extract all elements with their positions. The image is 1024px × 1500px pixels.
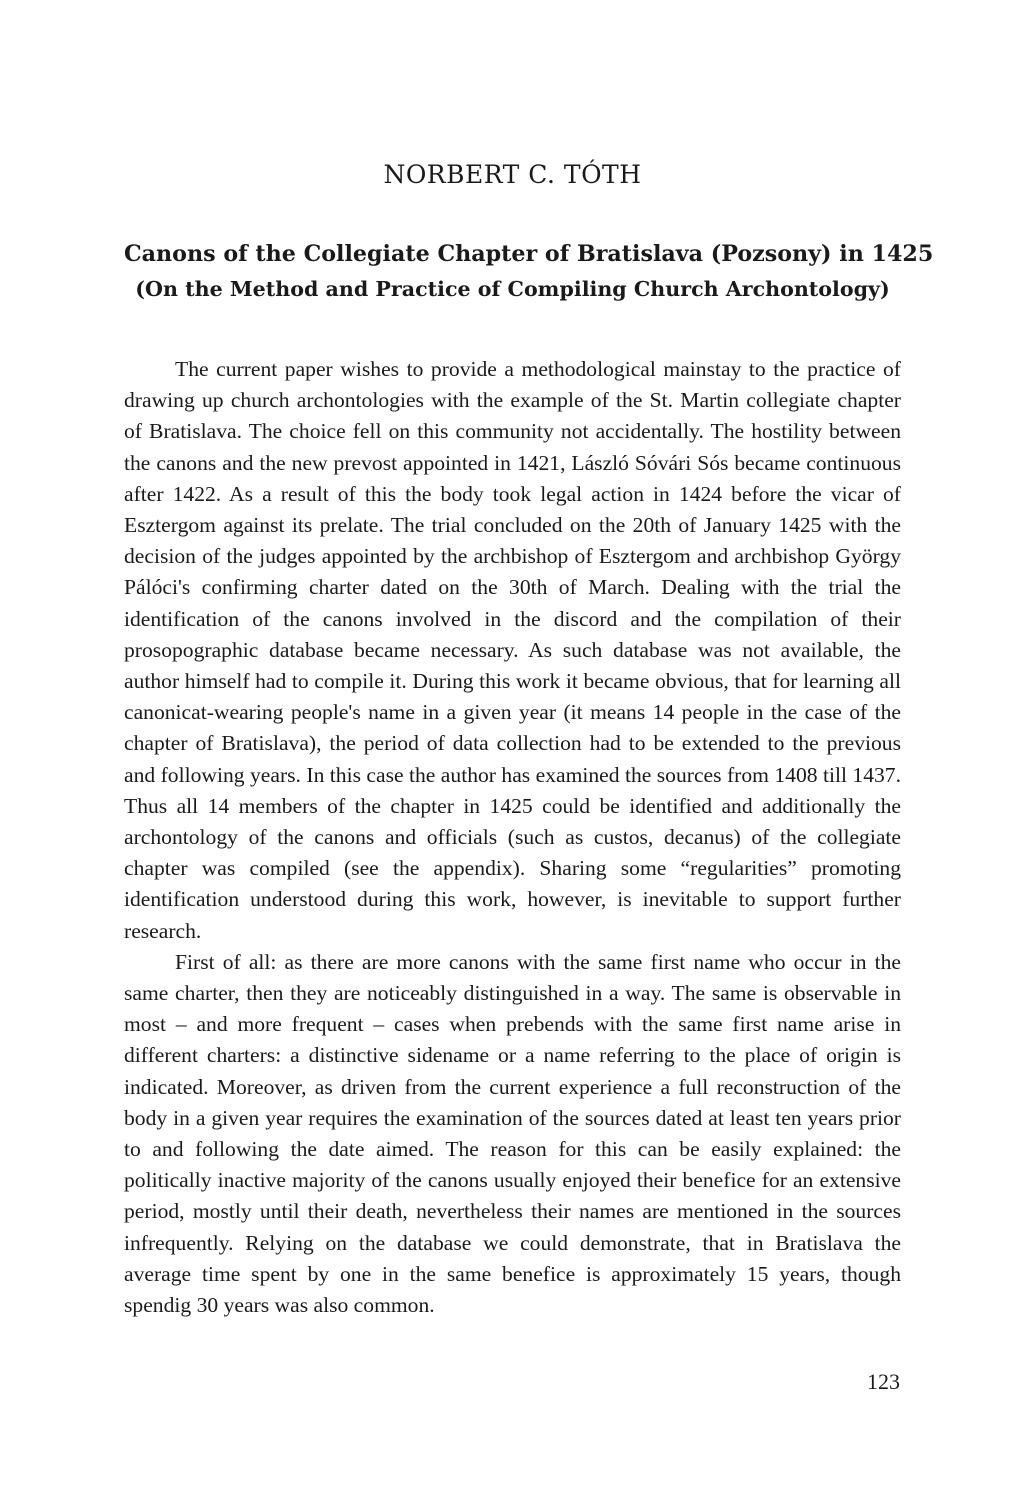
- paragraph-2: First of all: as there are more canons with the same first name who occur in the same charter, then they are noticeably distinguished in a way. The same is observable in most – and more frequent – cases when prebends with the same first name arise in different charters: a distinctive sidename or a name referring to the place of origin is indicated. Moreover, as driven from the current experience a full reconstruction of the body in a given year requires the examination of the sources dated at least ten years prior to and following the date aimed. The reason for this can be easily explained: the politically inactive majority of the canons usually enjoyed their benefice for an extensive period, mostly until their death, nevertheless their names are mentioned in the sources infrequently. Relying on the database we could demonstrate, that in Bratislava the average time spent by one in the same benefice is approximately 15 years, though spendig 30 years was also common.: [124, 949, 901, 1318]
- paragraph-1: The current paper wishes to provide a methodological mainstay to the practice of drawing up church archontologies with the example of the St. Martin collegiate chapter of Bratislava. The choice fell on this community not accidentally. The hostility between the canons and the new prevost appointed in 1421, László Sóvári Sós became continuous after 1422. As a result of this the body took legal action in 1424 before the vicar of Esztergom against its prelate. The trial concluded on the 20th of January 1425 with the decision of the judges appointed by the archbishop of Esztergom and archbishop György Pálóci's confirming charter dated on the 30th of March. Dealing with the trial the identification of the canons involved in the discord and the compilation of their prosopographic database became necessary. As such database was not available, the author himself had to compile it. During this work it became obvious, that for learning all canonicat-wearing people's name in a given year (it means 14 people in the case of the chapter of Bratislava), the period of data collection had to be extended to the previous and following years. In this case the author has examined the sources from 1408 till 1437. Thus all 14 members of the chapter in 1425 could be identified and additionally the archontology of the canons and officials (such as custos, decanus) of the collegiate chapter was compiled (see the appendix). Sharing some “regularities” promoting identification understood during this work, however, is inevitable to support further research.: [124, 357, 901, 943]
- author-name: NORBERT C. TÓTH: [383, 160, 642, 189]
- article-subtitle: (On the Method and Practice of Compiling Church Archontology): [135, 277, 890, 301]
- page-number: 123: [867, 1369, 900, 1394]
- article-title: Canons of the Collegiate Chapter of Bratislava (Pozsony) in 1425: [124, 241, 934, 267]
- article-page: [124, 160, 934, 1321]
